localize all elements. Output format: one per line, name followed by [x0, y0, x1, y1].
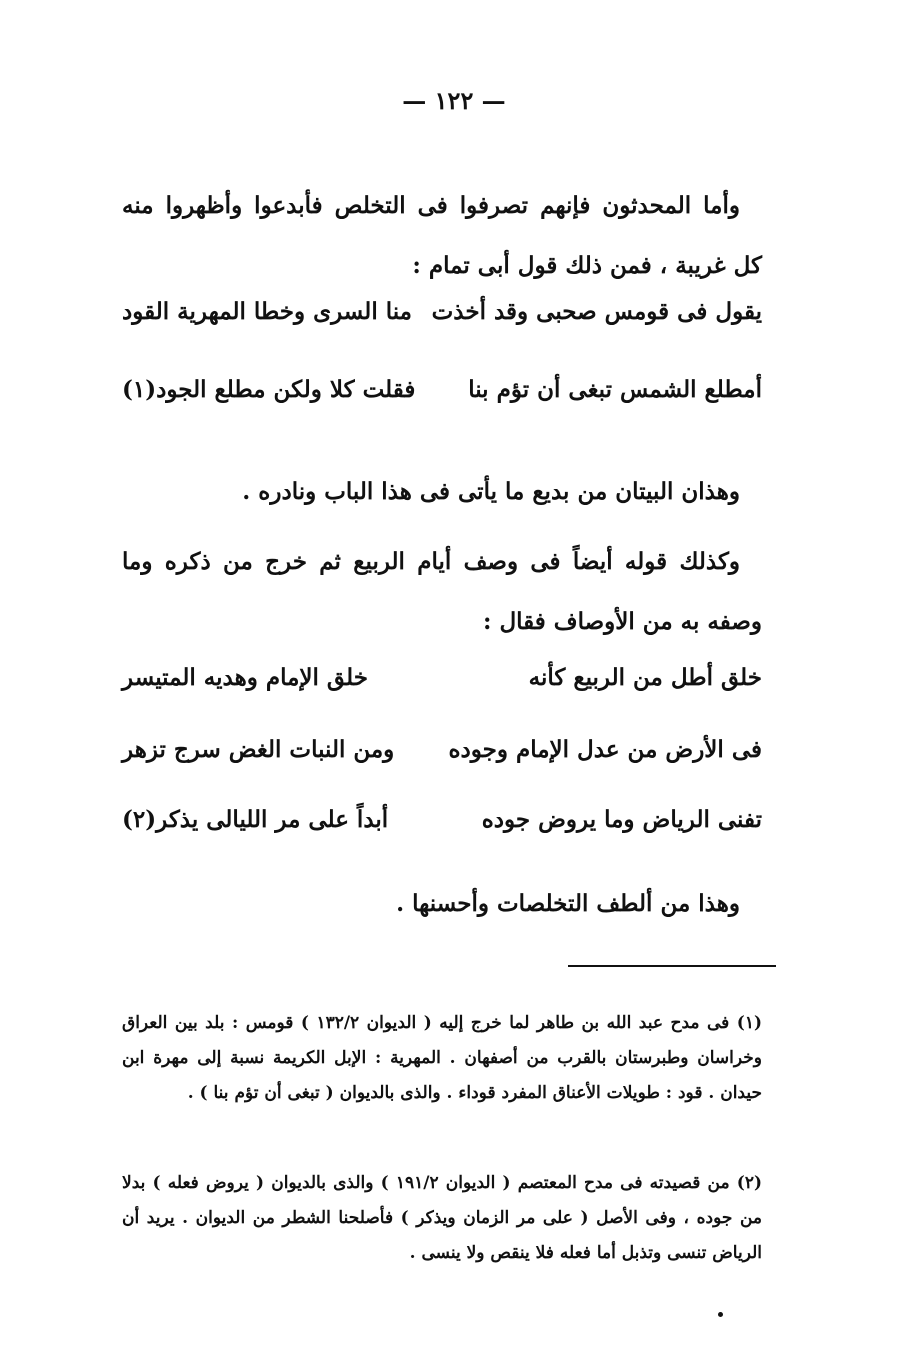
verse-2-1 — [122, 664, 762, 718]
footnote-divider — [568, 965, 776, 967]
verse-2-2-right-hemistich: فى الأرض من عدل الإمام وجوده — [448, 736, 762, 763]
verse-2-1-left-hemistich: خلق الإمام وهديه المتيسر — [122, 664, 368, 691]
footnote-1: (١) فى مدح عبد الله بن طاهر لما خرج إليه ( الديوان ١٣٢/٢ ) قومس : بلد بين العراق وخراسان وطبرستان بالقرب من أصفهان . المهرية : الإبل الكريمة نسبة إلى مهرة ابن حيدان . قود : طويلات الأعناق المفرد قوداء . والذى بالديوان ( تبغى أن تؤم بنا ) . — [122, 1013, 762, 1103]
verse-1-2-left-hemistich: فقلت كلا ولكن مطلع الجود(١) — [122, 376, 416, 403]
verse-2-1-right-hemistich: خلق أطل من الربيع كأنه — [528, 664, 762, 691]
verse-2-3-left-hemistich: أبداً على مر الليالى يذكر(٢) — [122, 806, 389, 833]
verse-2-2 — [122, 736, 762, 790]
page-dot-mark — [718, 1312, 723, 1317]
verse-2-3-right-hemistich: تفنى الرياض وما يروض جوده — [481, 806, 762, 833]
paragraph-4: وهذا من ألطف التخلصات وأحسنها . — [396, 890, 740, 917]
verse-1-1-right-hemistich: يقول فى قومس صحبى وقد أخذت — [431, 298, 762, 325]
verse-1-1 — [122, 298, 762, 352]
page-number: — ١٢٢ — — [402, 86, 506, 115]
paragraph-3: وكذلك قوله أيضاً فى وصف أيام الربيع ثم خرج من ذكره وما وصفه به من الأوصاف فقال : — [122, 548, 762, 635]
verse-1-2-right-hemistich: أمطلع الشمس تبغى أن تؤم بنا — [468, 376, 762, 403]
paragraph-1: وأما المحدثون فإنهم تصرفوا فى التخلص فأبدعوا وأظهروا منه كل غريبة ، فمن ذلك قول أبى تمام : — [122, 192, 762, 279]
verse-1-2 — [122, 376, 762, 430]
verse-1-1-left-hemistich: منا السرى وخطا المهرية القود — [122, 298, 412, 325]
paragraph-2: وهذان البيتان من بديع ما يأتى فى هذا الباب ونادره . — [242, 478, 740, 505]
verse-2-2-left-hemistich: ومن النبات الغض سرج تزهر — [122, 736, 395, 763]
footnote-2: (٢) من قصيدته فى مدح المعتصم ( الديوان ١٩١/٢ ) والذى بالديوان ( يروض فعله ) بدلا من جوده ، وفى الأصل ( على مر الزمان ويذكر ) فأصلحنا الشطر من الديوان . يريد أن الرياض تنسى وتذبل أما فعله فلا ينقص ولا ينسى . — [122, 1173, 762, 1263]
verse-2-3 — [122, 806, 762, 860]
